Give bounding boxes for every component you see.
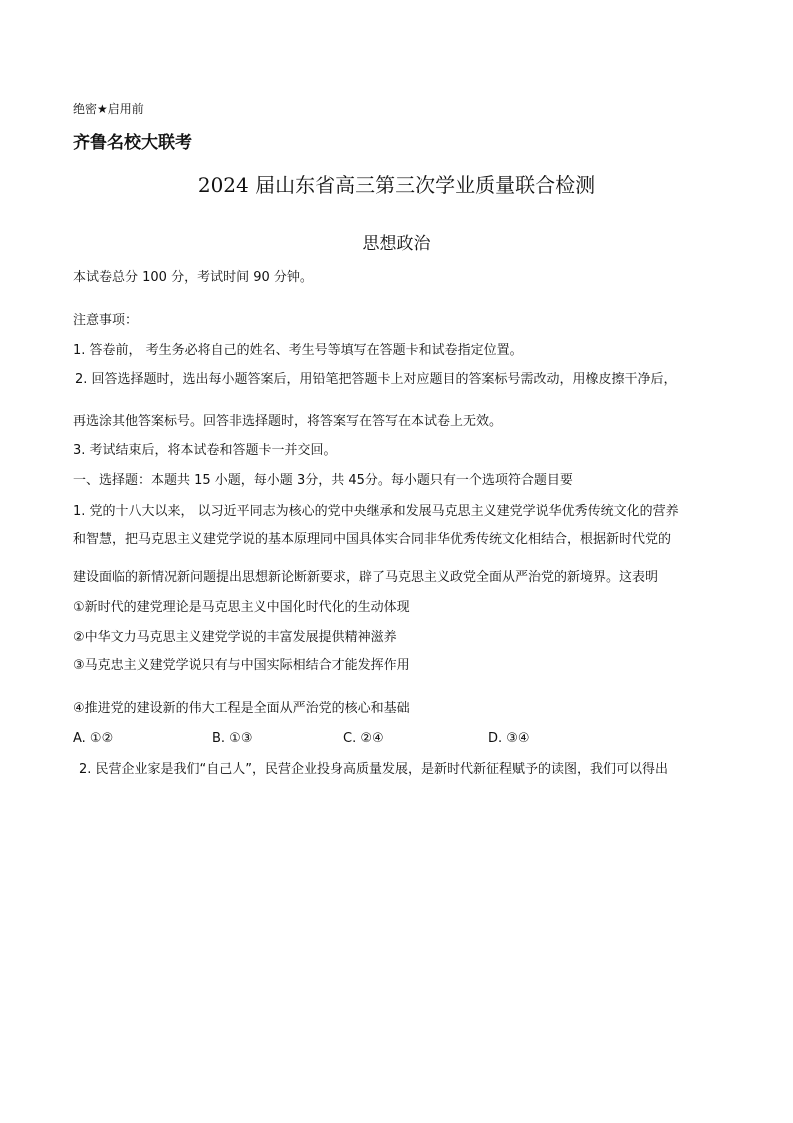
- question-1-statement: ①新时代的建党理论是马克思主义中国化时代化的生动体现: [73, 600, 410, 615]
- question-1-options: [73, 731, 573, 747]
- question-1-statement: ②中华文力马克思主义建党学说的丰富发展提供精神滋养: [73, 630, 397, 645]
- exam-info: 本试卷总分 100 分，考试时间 90 分钟。: [73, 270, 313, 285]
- secret-mark: 绝密★启用前: [73, 102, 144, 116]
- question-1-statement: ③马克忠主义建党学说只有与中国实际相结合才能发挥作用: [73, 658, 410, 673]
- notice-item-1: 1. 答卷前， 考生务必将自己的姓名、考生号等填写在答题卡和试卷指定位置。: [73, 343, 523, 358]
- notice-item-3: 3. 考试结束后，将本试卷和答题卡一并交回。: [73, 443, 337, 458]
- question-2-stem-line: 2. 民营企业家是我们“自己人”，民营企业投身高质量发展，是新时代新征程赋予的读图，我们可以得出: [79, 762, 669, 777]
- section-heading: 一、选择题：本题共 15 小题，每小题 3分，共 45分。每小题只有一个选项符合题目要: [73, 473, 573, 488]
- exam-title: 2024 届山东省高三第三次学业质量联合检测: [197, 173, 596, 197]
- notice-item-2: 2. 回答选择题时，选出每小题答案后，用铅笔把答题卡上对应题目的答案标号需改动，用橡皮擦干净后，: [75, 372, 677, 387]
- subject-title: 思想政治: [362, 234, 431, 254]
- notice-item-2-continued: 再选涂其他答案标号。回答非选择题时，将答案写在答写在本试卷上无效。: [73, 414, 503, 429]
- question-1-stem-line: 和智慧，把马克思主义建党学说的基本原理同中国具体实合同非华优秀传统文化相结合，根据新时代党的: [73, 532, 672, 547]
- option-a: A. ①②: [73, 731, 114, 746]
- notice-heading: 注意事项：: [73, 313, 139, 328]
- option-d: D. ③④: [488, 731, 530, 746]
- question-1-stem-line: 1. 党的十八大以来， 以习近平同志为核心的党中央继承和发展马克思主义建党学说华优秀传统文化的营养: [73, 504, 679, 519]
- option-c: C. ②④: [343, 731, 384, 746]
- option-b: B. ①③: [212, 731, 253, 746]
- question-1-statement: ④推进党的建设新的伟大工程是全面从严治党的核心和基础: [73, 701, 410, 716]
- question-1-stem-line: 建设面临的新情况新问题提出思想新论断新要求，辟了马克思主义政党全面从严治党的新境界。这表明: [73, 570, 659, 585]
- union-name: 齐鲁名校大联考: [73, 133, 192, 153]
